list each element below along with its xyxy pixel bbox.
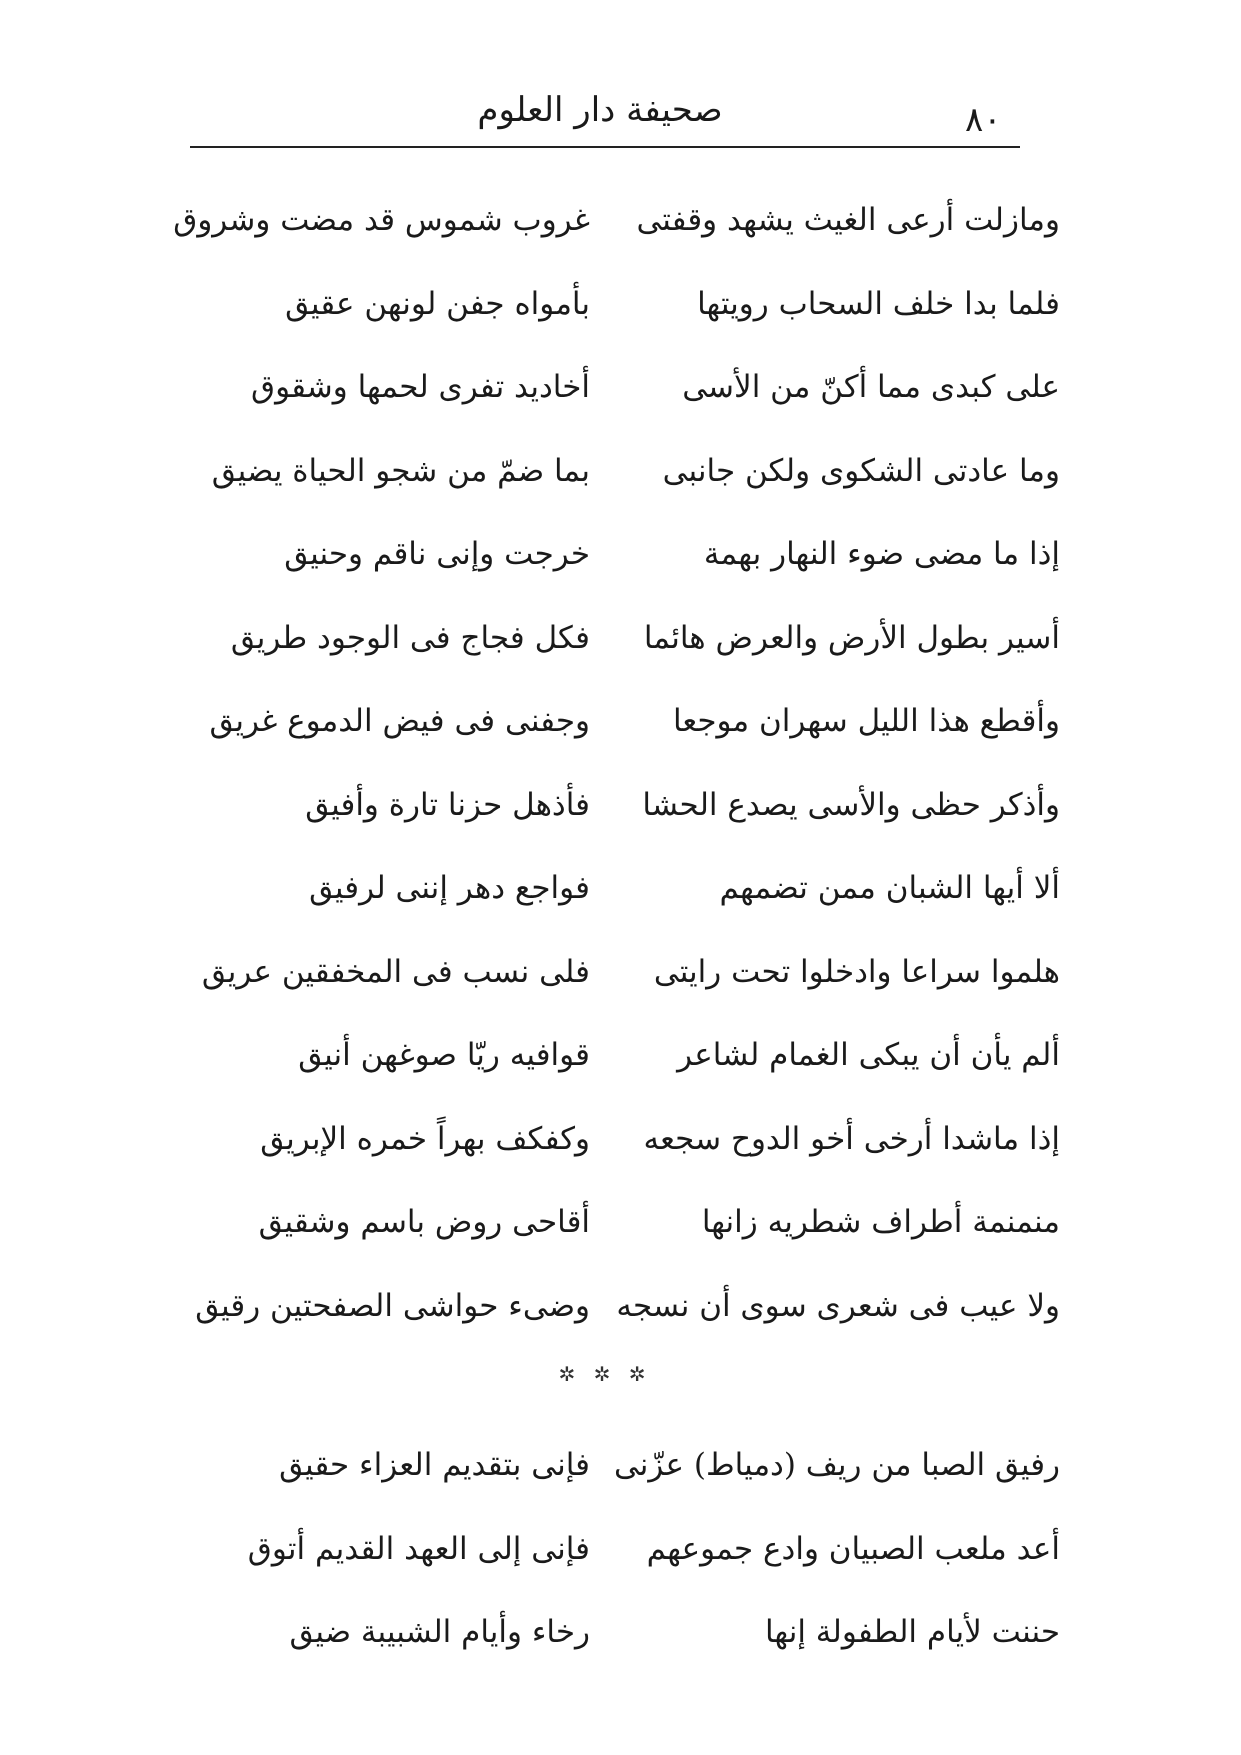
- verse-second-half: فأذهل حزنا تارة وأفيق: [305, 786, 590, 823]
- verse-first-half: أعد ملعب الصبيان وادع جموعهم: [646, 1530, 1060, 1567]
- verse-second-half: بأمواه جفن لونهن عقيق: [285, 285, 590, 322]
- header-rule: [190, 146, 1020, 148]
- section-divider-stars: ✲ ✲ ✲: [558, 1362, 652, 1386]
- verse: [180, 1607, 1060, 1691]
- verse: [180, 780, 1060, 864]
- verse: [180, 1440, 1060, 1524]
- verse-first-half: ألم يأن أن يبكى الغمام لشاعر: [677, 1037, 1060, 1073]
- verse: [173, 195, 1060, 279]
- verse: [180, 1281, 1060, 1365]
- verse-first-half: على كبدى مما أكنّ من الأسى: [682, 369, 1060, 405]
- running-title: صحيفة دار العلوم: [477, 90, 723, 130]
- verse: [180, 362, 1060, 446]
- verse-first-half: إذا ماشدا أرخى أخو الدوح سجعه: [643, 1120, 1060, 1157]
- verse: [180, 279, 1060, 363]
- verse-first-half: ولا عيب فى شعرى سوى أن نسجه: [616, 1287, 1060, 1324]
- verse-second-half: فإنى إلى العهد القديم أتوق: [247, 1530, 590, 1567]
- verse-second-half: أخاديد تفرى لحمها وشقوق: [251, 369, 590, 405]
- verse-first-half: وأقطع هذا الليل سهران موجعا: [672, 703, 1060, 739]
- verse: [180, 446, 1060, 530]
- verse-first-half: وما عادتى الشكوى ولكن جانبى: [662, 452, 1060, 489]
- verse: [180, 696, 1060, 780]
- verse: [180, 1197, 1060, 1281]
- verse-first-half: هلموا سراعا وادخلوا تحت رايتى: [653, 953, 1060, 990]
- verse: [180, 947, 1060, 1031]
- verse-second-half: وجفنى فى فيض الدموع غريق: [209, 703, 590, 739]
- verse-second-half: فكل فجاج فى الوجود طريق: [230, 619, 590, 656]
- verse-first-half: أسير بطول الأرض والعرض هائما: [643, 619, 1060, 656]
- verse: [180, 863, 1060, 947]
- verse-second-half: رخاء وأيام الشبيبة ضيق: [289, 1614, 590, 1650]
- verse-second-half: وكفكف بهراً خمره الإبريق: [260, 1120, 590, 1157]
- verse: [180, 613, 1060, 697]
- verse-first-half: حننت لأيام الطفولة إنها: [764, 1614, 1060, 1650]
- verse-first-half: فلما بدا خلف السحاب رويتها: [697, 285, 1060, 322]
- verse-second-half: فواجع دهر إننى لرفيق: [309, 870, 590, 906]
- verse-first-half: ومازلت أرعى الغيث يشهد وقفتى: [636, 202, 1060, 238]
- verse-first-half: وأذكر حظى والأسى يصدع الحشا: [642, 786, 1060, 823]
- poem-section-one: [173, 195, 1060, 1364]
- verse-first-half: منمنمة أطراف شطريه زانها: [701, 1204, 1060, 1240]
- verse-first-half: رفيق الصبا من ريف (دمياط) عزّنى: [613, 1447, 1060, 1483]
- verse-second-half: بما ضمّ من شجو الحياة يضيق: [211, 452, 590, 489]
- verse-second-half: وضىء حواشى الصفحتين رقيق: [195, 1287, 590, 1324]
- verse-second-half: أقاحى روض باسم وشقيق: [258, 1204, 590, 1240]
- verse: [180, 1524, 1060, 1608]
- verse-first-half: إذا ما مضى ضوء النهار بهمة: [703, 536, 1060, 572]
- poem-section-two: [180, 1440, 1060, 1691]
- verse-second-half: قوافيه ريّا صوغهن أنيق: [298, 1037, 590, 1073]
- verse-second-half: خرجت وإنى ناقم وحنيق: [284, 536, 590, 572]
- verse: [180, 1030, 1060, 1114]
- page-number: ٨٠: [965, 100, 1002, 140]
- verse: [180, 529, 1060, 613]
- verse-second-half: غروب شموس قد مضت وشروق: [173, 202, 590, 238]
- page-header: [190, 80, 1020, 150]
- verse-second-half: فلى نسب فى المخفقين عريق: [201, 953, 590, 990]
- verse: [180, 1114, 1060, 1198]
- verse-first-half: ألا أيها الشبان ممن تضمهم: [719, 870, 1060, 906]
- verse-second-half: فإنى بتقديم العزاء حقيق: [279, 1447, 590, 1483]
